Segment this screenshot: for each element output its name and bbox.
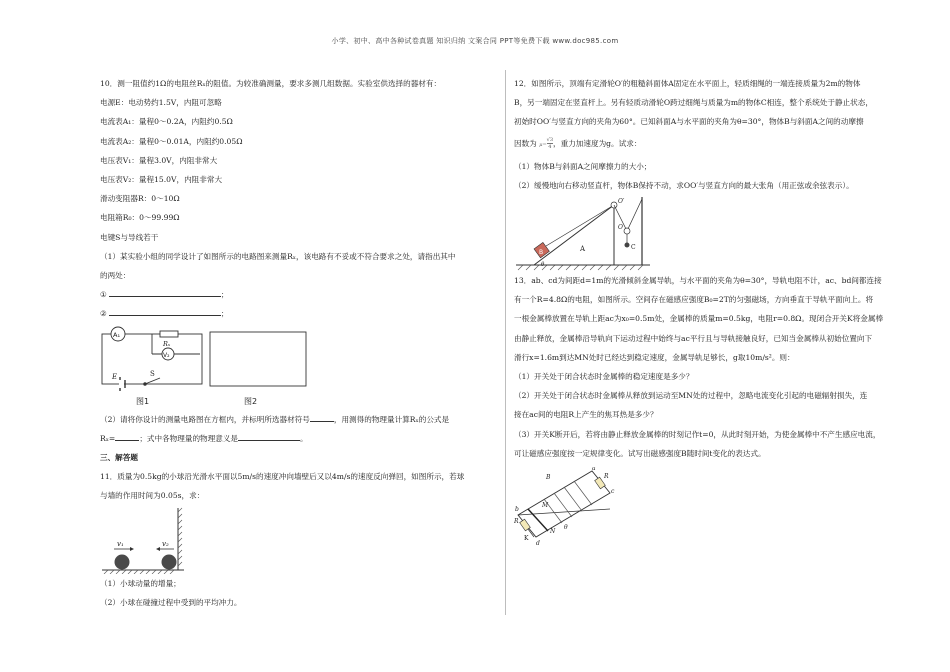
q10-equipment-4: 电压表V₂：量程15.0V，内阻非常大 [100,175,223,185]
resistor-rx-icon [160,331,178,337]
q10-equipment-5: 滑动变阻器R：0～10Ω [100,194,180,204]
label-r-top: R [604,473,609,481]
q13-sub3a: （3）开关K断开后，若将由静止释放金属棒的时刻记作t=0，从此时刻开始，为使金属棒中不产生感应电流， [514,429,881,439]
label-theta: θ [541,262,545,269]
part2-text-c: Rₓ= [100,433,116,443]
q12-line4-b: ，重力加速度为g。试求： [553,138,642,148]
ground-hatching [518,265,643,270]
q13-line5: 滑行x=1.6m到达MN处时已经达到稳定速度，金属导轨足够长，g取10m/s²。则： [514,352,795,362]
q12-line3: 初始时OO′与竖直方向的夹角为60°。已知斜面A与水平面的夹角为θ=30°，物体B与斜面A之间的动摩擦 [514,117,864,127]
label-c: C [631,244,636,252]
label-k: K [524,535,529,543]
incline-a [534,205,614,265]
symbol-blank[interactable] [310,413,334,422]
q13-line4: 由静止释放，金属棒沿导轨向下运动过程中始终与ac平行且与导轨接触良好，已知当金属棒从初始位置向下 [514,333,873,343]
meaning-blank[interactable] [238,432,300,441]
switch-icon [145,378,160,384]
q10-equipment-0: 电源E：电动势约1.5V，内阻可忽略 [100,98,222,108]
label-n: N [550,528,556,536]
figure-1-label: 图1 [136,396,150,406]
q11-sub1: （1）小球动量的增量； [100,578,181,588]
label-d-q13: d [536,540,540,548]
q10-part2-line1 [100,410,492,429]
figure-2-label: 图2 [244,396,258,406]
answer-blank-2[interactable] [109,307,221,316]
circled-2: ② [100,309,107,319]
q11-line2: 与墙的作用时间为0.05s，求： [100,491,205,501]
moving-pulley-icon [624,228,630,234]
q12-line4-a: 因数为 [514,138,537,148]
page-header: 小学、初中、高中各种试卷真题 知识归纳 文案合同 PPT等免费下载 www.doc985.com [331,37,619,45]
semicolon-2: ； [220,309,229,319]
ball-1-icon [115,554,130,569]
circled-1: ① [100,290,107,300]
label-o-prime: O′ [618,198,625,206]
q12-sub2: （2）缓慢地向右移动竖直杆，物体B保持不动，求OO′与竖直方向的最大张角（用正弦或余弦表示）。 [514,180,854,190]
rope-right [627,199,642,231]
q10-intro: 10．测一阻值约1Ω的电阻丝Rₓ的阻值。为较准确测量，要求多测几组数据。实验室供选择的器材有： [100,79,442,88]
label-c-q13: c [611,488,615,496]
q13-line1: 13．ab、cd为间距d=1m的光滑倾斜金属导轨，与水平面的夹角为θ=30°，导轨电阻不计，ac、bd间都连接 [514,276,882,286]
q13-sub2a: （2）开关处于闭合状态时金属棒从释放到运动至MN处的过程中，忽略电流变化引起的电磁辐射损失，连 [514,391,868,401]
metal-rod [528,509,548,531]
part2-text-d: ；式中各物理量的物理意义是 [139,433,239,443]
q11-sub2: （2）小球在碰撞过程中受到的平均冲力。 [100,597,242,607]
mu-numerator: √3 [546,137,554,144]
label-m: M [542,502,549,510]
label-a1: A₁ [113,330,121,339]
label-a-q13: a [592,467,596,473]
q10-figures [100,324,492,410]
label-e: E [112,372,118,381]
q13-sub1: （1）开关处于闭合状态时金属棒的稳定速度是多少？ [514,372,694,382]
q13-sub3b: 可让磁感应强度按一定规律变化。试写出磁感强度B随时间t变化的表达式。 [514,448,766,458]
q10-answer-line-1 [100,285,492,304]
q13-line2: 有一个R=4.8Ω的电阻，如图所示。空间存在磁感应强度B₀=2T的匀强磁场，方向垂直于导轨平面向上。将 [514,295,874,305]
q10-answer-line-2 [100,304,492,323]
label-o: O [618,224,623,232]
q10-equipment-3: 电压表V₁：量程3.0V，内阻非常大 [100,155,218,165]
answer-blank-1[interactable] [109,288,221,297]
mu-denominator: 4 [548,144,552,151]
label-v1: v₁ [117,539,124,548]
q10-part1-a: （1）某实验小组的同学设计了如图所示的电路图来测量Rₓ，该电路有不妥或不符合要求之处，请指出其中 [100,251,456,261]
mass-c-icon [625,243,630,248]
label-r-bottom: R [514,518,519,526]
column-divider [505,70,506,615]
left-column [100,74,492,612]
q13-line3: 一根金属棒放置在导轨上距ac为x₀=0.5m处，金属棒的质量m=0.5kg，电阻r=0.8Ω。现闭合开关K将金属棒 [514,314,884,324]
period: 。 [300,433,308,443]
wall-hatching [178,508,182,566]
label-v2: V₂ [163,351,170,359]
semicolon-1: ； [220,290,229,300]
q12-figure [514,195,856,271]
q12-line1: 12．如图所示，顶端有定滑轮O′的粗糙斜面体A固定在水平面上，轻质细绳的一端连接质量为2m的物体 [514,79,861,88]
q10-equipment-7: 电键S与导线若干 [100,232,159,242]
label-b: B [539,249,544,257]
label-b-q13: b [515,506,519,514]
q11-figure [100,506,492,574]
q10-part2-line2 [100,429,492,448]
label-a: A [580,245,586,254]
resistor-r-bottom-icon [520,519,531,531]
mu-symbol: μ= [539,141,547,148]
part2-text-b: ，用测得的物理量计算Rₓ的公式是 [333,414,450,424]
section-3-heading: 三、解答题 [100,453,138,463]
label-b-field: B [546,474,551,482]
q12-sub1: （1）物体B与斜面A之间摩擦力的大小； [514,161,652,171]
label-rx: Rₓ [163,339,171,348]
label-v2-ball: v₂ [162,539,169,548]
q12-line2: B，另一端固定在竖直杆上。另有轻质动滑轮O跨过细绳与质量为m的物体C相连，整个系统处于静止状态， [514,98,873,108]
q10-equipment-2: 电流表A₂：量程0～0.01A，内阻约0.05Ω [100,136,243,146]
part2-text-a: （2）请将你设计的测量电路图在方框内，并标明所选器材符号 [100,414,310,424]
right-column [514,74,884,548]
q13-figure [514,467,856,547]
ball-2-icon [162,554,177,569]
field-lines [544,481,592,523]
q10-part1-b: 的两处： [100,271,131,281]
label-s: S [150,369,155,378]
q12-line4 [514,132,856,157]
q10-equipment-1: 电流表A₁：量程0～0.2A，内阻约0.5Ω [100,117,233,127]
figure-2-answer-box[interactable] [210,332,306,386]
label-theta-q13: θ [564,524,568,532]
q10-equipment-6: 电阻箱R₀：0～99.99Ω [100,213,180,223]
q13-sub2b: 接在ac间的电阻R上产生的焦耳热是多少？ [514,410,658,420]
formula-blank[interactable] [115,432,139,441]
q11-line1: 11．质量为0.5kg的小球沿光滑水平面以5m/s的速度冲向墙壁后又以4m/s的速度反向弹回，如图所示，若球 [100,472,465,482]
